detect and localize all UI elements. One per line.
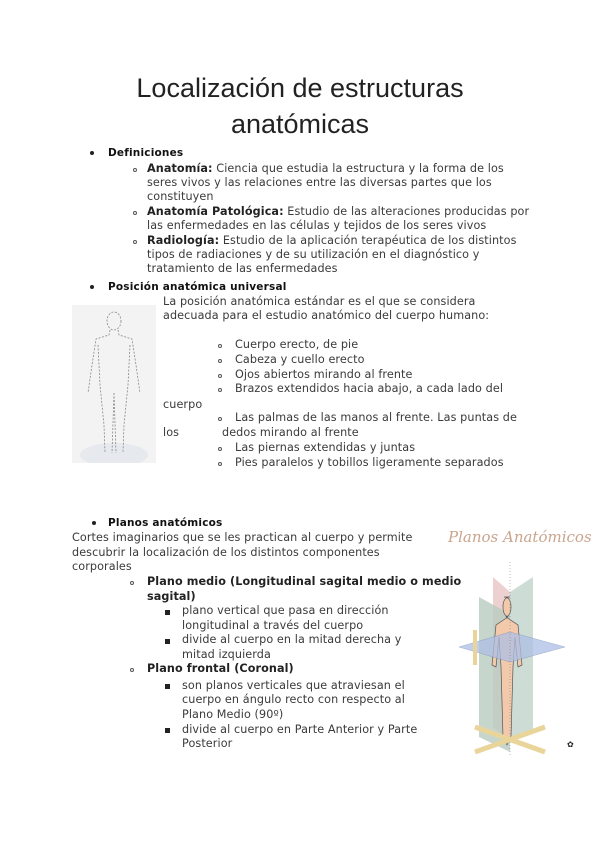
svg-text:✿: ✿ [567,740,574,749]
circle-bullet-icon [218,344,222,348]
circle-bullet-icon [133,168,137,172]
plano-frontal-label: Plano frontal (Coronal) [147,662,294,675]
definition-line: las enfermedades en las células y tejidos de los seres vivos [147,219,487,232]
plano-medio-label: Plano medio (Longitudinal sagital medio o medio [147,575,462,588]
bullet-icon [92,521,96,525]
plano-medio-label: sagital) [147,590,196,603]
circle-bullet-icon [218,388,222,392]
definition-line: constituyen [147,190,214,203]
circle-bullet-icon [218,447,222,451]
plano-frontal-point: Posterior [182,737,233,750]
section-heading-planos: Planos anatómicos [108,517,223,529]
posicion-item: Pies paralelos y tobillos ligeramente separados [235,456,504,469]
circle-bullet-icon [218,359,222,363]
circle-bullet-icon [130,668,134,672]
plano-medio-point: divide al cuerpo en la mitad derecha y [182,633,402,646]
planos-intro-line: Cortes imaginarios que se les practican al cuerpo y permite [72,531,413,544]
posicion-item: Cuerpo erecto, de pie [235,338,359,351]
square-bullet-icon [165,639,170,644]
page-title-line2: anatómicas [230,109,370,139]
definition-line: seres vivos y las relaciones entre las diversas partes que los [147,176,492,189]
planos-intro-line: descubrir la localización de los distintos componentes [72,546,380,559]
bullet-icon [90,151,94,155]
section-heading-definiciones: Definiciones [108,147,184,159]
definition-radiologia: Radiología: Estudio de la aplicación terapéutica de los distintos [147,234,517,247]
posicion-item-wrap: los [163,426,180,439]
square-bullet-icon [165,728,170,733]
circle-bullet-icon [133,211,137,215]
posicion-item: Las piernas extendidas y juntas [235,441,416,454]
circle-bullet-icon [133,240,137,244]
plano-frontal-point: Plano Medio (90º) [182,708,284,721]
plano-frontal-point: divide al cuerpo en Parte Anterior y Parte [182,723,418,736]
plano-frontal-point: cuerpo en ángulo recto con respecto al [182,693,405,706]
plano-medio-point: mitad izquierda [182,648,271,661]
plano-medio-point: longitudinal a través del cuerpo [182,619,364,632]
posicion-item-wrap: dedos mirando al frente [222,426,359,439]
circle-bullet-icon [218,374,222,378]
circle-bullet-icon [130,581,134,585]
planos-figure-title: Planos Anatómicos [448,528,592,546]
square-bullet-icon [165,684,170,689]
posicion-intro-line: adecuada para el estudio anatómico del cuerpo humano: [163,309,490,322]
definition-line: tipos de radiaciones y de su utilización en el diagnóstico y [147,248,480,261]
section-heading-posicion: Posición anatómica universal [108,281,287,293]
plano-frontal-point: son planos verticales que atraviesan el [182,679,405,692]
definition-anatomia: Anatomía: Ciencia que estudia la estructura y la forma de los [147,162,504,175]
posicion-item: Brazos extendidos hacia abajo, a cada lado del [235,382,504,395]
posicion-intro-line: La posición anatómica estándar es el que se considera [163,295,476,308]
plano-medio-point: plano vertical que pasa en dirección [182,604,389,617]
definition-line: tratamiento de las enfermedades [147,262,338,275]
planos-intro-line: corporales [72,560,132,573]
definition-anatomia-patologica: Anatomía Patológica: Estudio de las alteraciones producidas por [147,205,530,218]
anatomical-planes-diagram [455,552,585,762]
circle-bullet-icon [218,417,222,421]
bullet-icon [90,285,94,289]
posicion-item: Ojos abiertos mirando al frente [235,368,413,381]
posicion-item-wrap: cuerpo [163,398,203,411]
page-title-line1: Localización de estructuras [136,73,464,103]
circle-bullet-icon [218,462,222,466]
posicion-item: Cabeza y cuello erecto [235,353,365,366]
posicion-item: Las palmas de las manos al frente. Las puntas de [235,411,517,424]
square-bullet-icon [165,610,170,615]
human-figure-image [72,305,156,463]
